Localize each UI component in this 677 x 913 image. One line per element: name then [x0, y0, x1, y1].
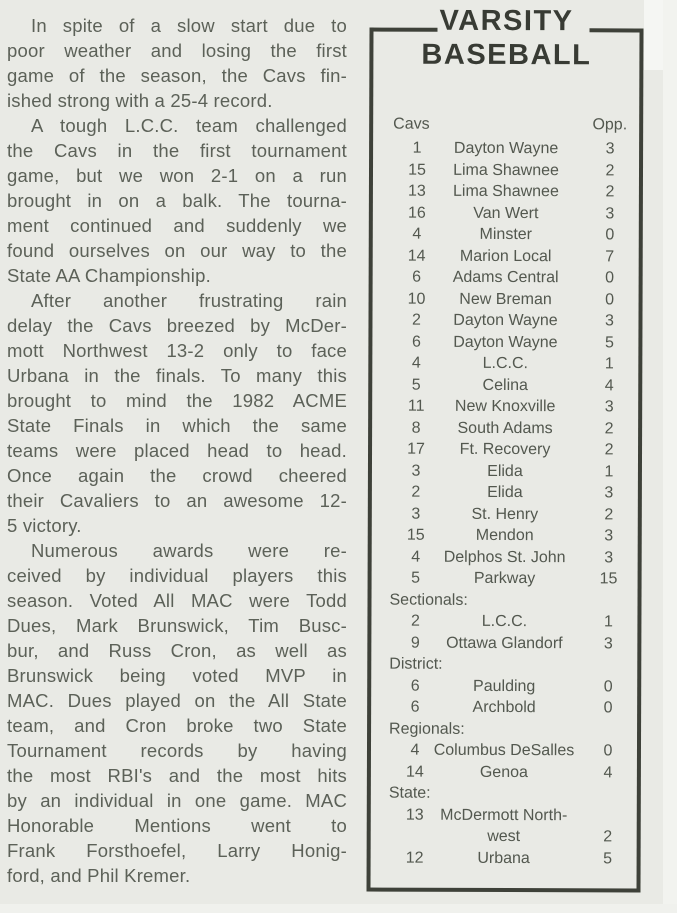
table-row [373, 181, 639, 203]
opponent-name: Parkway [473, 569, 536, 588]
opponent-score: 2 [604, 505, 614, 523]
table-row [372, 396, 638, 418]
paragraph [7, 538, 347, 888]
text-line: ceived by individual players this [7, 565, 347, 586]
cavs-score: 1 [412, 139, 422, 157]
opponent-score: 1 [604, 462, 614, 480]
cavs-score: 12 [405, 849, 424, 867]
text-line: the Cavs in the first tournament [7, 140, 347, 161]
table-row [372, 374, 638, 396]
text-line: teams were placed head to head. [7, 440, 347, 461]
text-line: bur, and Russ Cron, as well as [7, 640, 347, 661]
opponent-score: 5 [604, 333, 614, 351]
table-row [373, 288, 639, 310]
text-line: Tournament records by having [7, 740, 347, 761]
opponent-score: 4 [603, 763, 613, 781]
cavs-score: 8 [411, 419, 421, 437]
text-line: the most RBI's and the most hits [7, 765, 347, 786]
opponent-name: Dayton Wayne [453, 311, 558, 330]
cavs-score: 3 [411, 505, 421, 523]
table-row [371, 697, 637, 719]
opponent-score: 2 [604, 419, 614, 437]
opponent-score: 3 [605, 312, 614, 330]
opponent-score: 3 [604, 548, 614, 566]
opponent-name: Ottawa Glandorf [446, 634, 563, 652]
opponent-score: 2 [605, 161, 615, 179]
opponent-name: Mendon [475, 526, 534, 545]
text-line: season. Voted All MAC were Todd [7, 590, 347, 611]
text-line: by an individual in one game. MAC [7, 790, 347, 811]
cavs-score: 6 [410, 698, 420, 716]
table-row [372, 460, 638, 482]
table-row [373, 224, 639, 246]
paragraph [7, 288, 347, 538]
cavs-score: 6 [412, 268, 422, 286]
table-row [373, 159, 639, 181]
table-row [371, 847, 637, 869]
cavs-score: 2 [411, 483, 421, 501]
opponent-score: 0 [605, 269, 615, 287]
tournament-section-label: Sectionals: [389, 591, 468, 609]
table-row [371, 675, 637, 697]
text-line: Frank Forsthoefel, Larry Honig- [7, 840, 347, 861]
cavs-score: 15 [406, 526, 425, 544]
table-row [373, 245, 639, 267]
cavs-score: 5 [411, 376, 421, 394]
opponent-name: Minster [479, 225, 533, 244]
cavs-score: 5 [411, 569, 421, 587]
opponent-name: Elida [487, 483, 523, 502]
cavs-score: 14 [405, 763, 424, 781]
opponent-name: New Breman [459, 290, 552, 308]
table-row [372, 482, 638, 504]
table-row [373, 267, 639, 289]
table-row [371, 826, 637, 848]
text-line: mott Northwest 13-2 only to face [7, 340, 347, 361]
opponent-name: Urbana [477, 849, 530, 867]
text-line: brought in on a balk. The tourna- [7, 190, 347, 211]
cavs-score: 14 [407, 247, 426, 265]
opponent-name: west [487, 827, 521, 846]
scoreboard-title-line2: BASEBALL [421, 38, 592, 72]
opponent-name: Genoa [479, 763, 528, 781]
table-row [371, 761, 637, 783]
cavs-score: 13 [405, 806, 424, 824]
cavs-score: 9 [410, 634, 420, 652]
cavs-score: 4 [411, 548, 421, 566]
cavs-score: 3 [411, 462, 421, 480]
paragraph [7, 13, 347, 113]
text-line: game of the season, the Cavs fin- [7, 65, 347, 86]
opponent-name: Lima Shawnee [452, 182, 559, 201]
text-line: 5 victory. [7, 515, 82, 536]
table-row [372, 546, 638, 568]
table-row [371, 611, 637, 633]
text-line: brought to mind the 1982 ACME [7, 390, 347, 411]
text-line: Brunswick being voted MVP in [7, 665, 347, 686]
opponent-score: 3 [604, 398, 614, 416]
cavs-score: 17 [407, 440, 425, 458]
cavs-score: 4 [412, 225, 422, 243]
table-row [372, 417, 638, 439]
text-line: After another frustrating rain [31, 290, 347, 311]
opponent-name: Dayton Wayne [453, 139, 559, 158]
opponent-score: 5 [603, 849, 613, 867]
tournament-section-label: Regionals: [389, 720, 465, 738]
text-line: Honorable Mentions went to [7, 815, 347, 836]
text-line: Numerous awards were re- [31, 540, 347, 561]
cavs-column-label: Cavs [393, 115, 430, 133]
text-line: Dues, Mark Brunswick, Tim Busc- [7, 615, 347, 636]
opponent-name: Columbus DeSalles [433, 741, 575, 760]
opponent-name: L.C.C. [481, 612, 528, 631]
opponent-score: 2 [603, 828, 613, 846]
cavs-score: 4 [411, 354, 421, 372]
cavs-score: 16 [407, 204, 426, 222]
opponent-name: Lima Shawnee [453, 161, 559, 179]
text-line: State AA Championship. [7, 265, 211, 286]
score-column-header [373, 116, 639, 139]
cavs-score: 6 [410, 677, 420, 695]
paper-edge-right [663, 0, 677, 913]
opponent-name: L.C.C. [482, 354, 529, 373]
table-row [372, 353, 638, 375]
table-row [373, 138, 639, 160]
opponent-score: 3 [604, 527, 614, 545]
opponent-name: Ft. Recovery [459, 440, 551, 459]
text-line: Urbana in the finals. To many this [7, 365, 347, 386]
opponent-score: 3 [603, 634, 613, 652]
text-line: State Finals in which the same [7, 415, 347, 436]
opponent-name: Archbold [472, 698, 536, 717]
opponent-name: Dayton Wayne [453, 333, 558, 351]
opponent-name: McDermott North- [440, 806, 568, 824]
table-row [371, 740, 637, 762]
cavs-score: 15 [408, 161, 426, 179]
paper-edge-bottom [0, 904, 677, 913]
text-line: poor weather and losing the first [7, 40, 347, 61]
text-line: ment continued and suddenly we [7, 215, 347, 236]
cavs-score: 2 [412, 311, 421, 329]
opponent-score: 7 [605, 247, 615, 265]
table-row [371, 804, 637, 826]
text-line: their Cavaliers to an awesome 12- [7, 490, 347, 511]
opponent-score: 1 [603, 613, 613, 631]
opponent-score: 0 [603, 699, 613, 717]
text-line: ford, and Phil Kremer. [7, 865, 191, 886]
opponent-score: 0 [603, 677, 613, 695]
opponent-score: 3 [604, 484, 614, 502]
text-line: delay the Cavs breezed by McDer- [7, 315, 347, 336]
text-line: found ourselves on our way to the [7, 240, 347, 261]
cavs-score: 6 [411, 333, 421, 351]
text-line: Once again the crowd cheered [7, 465, 347, 486]
opponent-score: 2 [605, 183, 615, 201]
article [7, 13, 347, 888]
table-row [373, 202, 639, 224]
opponent-score: 0 [603, 742, 613, 760]
table-row [372, 310, 638, 332]
table-row [371, 632, 637, 654]
opponent-name: New Knoxville [454, 397, 556, 416]
text-line: In spite of a slow start due to [31, 15, 347, 36]
cavs-score: 2 [410, 612, 420, 630]
cavs-score: 4 [410, 741, 420, 759]
text-line: MAC. Dues played on the All State [7, 690, 347, 711]
opponent-name: Van Wert [473, 204, 539, 222]
tournament-section-label: State: [388, 784, 431, 802]
scoreboard-title [373, 4, 639, 73]
text-line: A tough L.C.C. team challenged [31, 115, 347, 136]
varsity-baseball-scorebox [366, 4, 643, 893]
table-row [372, 331, 638, 353]
opponent-name: Paulding [473, 677, 536, 695]
text-line: game, but we won 2-1 on a run [7, 165, 347, 186]
table-row [372, 439, 638, 461]
cavs-score: 11 [407, 397, 425, 415]
score-rows [371, 138, 640, 870]
opponent-score: 3 [605, 204, 615, 222]
opponent-score: 1 [604, 355, 614, 373]
scoreboard-title-line1: VARSITY [439, 4, 574, 38]
opponent-score: 3 [605, 140, 615, 158]
opponent-score: 2 [604, 441, 614, 459]
opp-column-label: Opp. [592, 116, 628, 134]
opponent-score: 4 [604, 376, 614, 394]
tournament-section-label: District: [389, 655, 443, 673]
opponent-name: South Adams [457, 419, 553, 437]
cavs-score: 10 [407, 290, 426, 308]
opponent-name: Marion Local [459, 247, 552, 265]
opponent-score: 0 [605, 290, 615, 308]
table-row [372, 503, 638, 525]
opponent-name: Adams Central [452, 268, 559, 287]
table-row [372, 525, 638, 547]
text-line: ished strong with a 25-4 record. [7, 90, 273, 111]
opponent-score: 15 [599, 570, 618, 588]
opponent-score: 0 [605, 226, 615, 244]
opponent-name: Delphos St. John [443, 548, 566, 566]
opponent-name: St. Henry [471, 505, 539, 523]
text-line: team, and Cron broke two State [7, 715, 347, 736]
opponent-name: Elida [487, 462, 523, 480]
paragraph [7, 113, 347, 288]
opponent-name: Celina [482, 376, 528, 394]
cavs-score: 13 [408, 182, 426, 200]
table-row [372, 568, 638, 590]
